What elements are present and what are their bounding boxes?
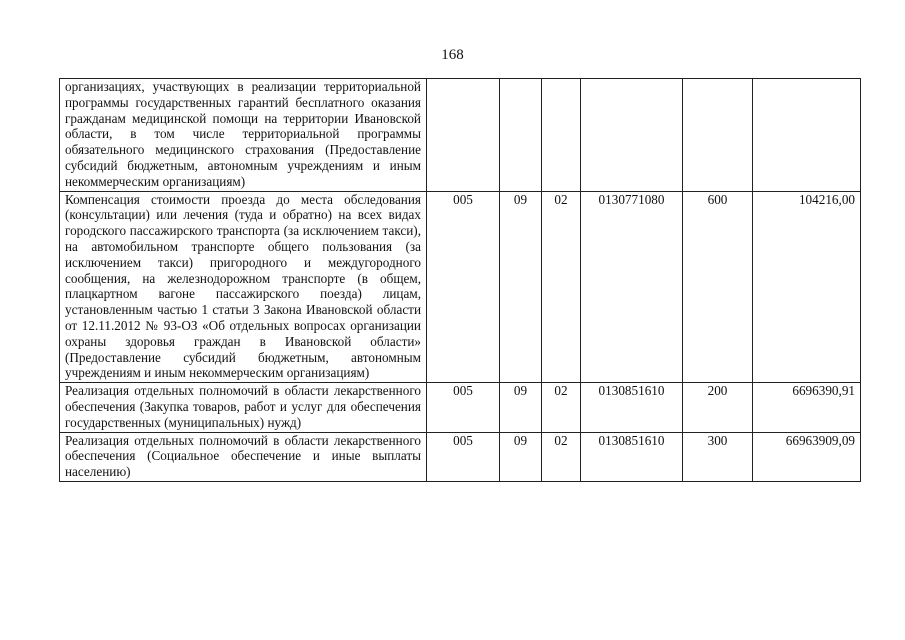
subsection-code — [542, 79, 581, 192]
subsection-code: 02 — [542, 383, 581, 432]
amount — [753, 79, 861, 192]
target-article-code: 0130771080 — [581, 191, 683, 383]
table-row — [60, 432, 861, 481]
subsection-code: 02 — [542, 191, 581, 383]
page-number: 168 — [441, 47, 464, 63]
ministry-code: 005 — [427, 191, 500, 383]
section-code — [500, 79, 542, 192]
expense-type-code: 300 — [683, 432, 753, 481]
row-description: Реализация отдельных полномочий в области лекарственного обеспечения (Закупка товаров, работ и услуг для обеспечения государственных (муниципальных) нужд) — [60, 383, 427, 432]
subsection-code: 02 — [542, 432, 581, 481]
ministry-code: 005 — [427, 432, 500, 481]
expense-type-code: 200 — [683, 383, 753, 432]
amount: 104216,00 — [753, 191, 861, 383]
target-article-code — [581, 79, 683, 192]
ministry-code: 005 — [427, 383, 500, 432]
row-description: Компенсация стоимости проезда до места обследования (консультации) или лечения (туда и обратно) на всех видах городского пассажирского транспорта (за исключением такси), на автомобильном транспорте общего пользования (за исключением такси) пригородного и междугородного сообщения, на железнодорожном транспорте (в общем, плацкартном вагоне пассажирского поезда) лицам, установленным частью 1 статьи 3 Закона Ивановской области от 12.11.2012 № 93-ОЗ «Об отдельных вопросах организации охраны здоровья граждан в Ивановской области» (Предоставление субсидий бюджетным, автономным учреждениям и иным некоммерческим организациям) — [60, 191, 427, 383]
section-code: 09 — [500, 383, 542, 432]
table-row — [60, 191, 861, 383]
target-article-code: 0130851610 — [581, 383, 683, 432]
amount: 6696390,91 — [753, 383, 861, 432]
amount: 66963909,09 — [753, 432, 861, 481]
target-article-code: 0130851610 — [581, 432, 683, 481]
expense-type-code — [683, 79, 753, 192]
expense-type-code: 600 — [683, 191, 753, 383]
table-row — [60, 383, 861, 432]
section-code: 09 — [500, 191, 542, 383]
row-description: организациях, участвующих в реализации территориальной программы государственных гарантий бесплатного оказания гражданам медицинской помощи на территории Ивановской области, в том числе территориальной программы обязательного медицинского страхования (Предоставление субсидий бюджетным, автономным учреждениям и иным некоммерческим организациям) — [60, 79, 427, 192]
budget-table — [59, 78, 861, 482]
table-row — [60, 79, 861, 192]
row-description: Реализация отдельных полномочий в области лекарственного обеспечения (Социальное обеспечение и иные выплаты населению) — [60, 432, 427, 481]
ministry-code — [427, 79, 500, 192]
section-code: 09 — [500, 432, 542, 481]
